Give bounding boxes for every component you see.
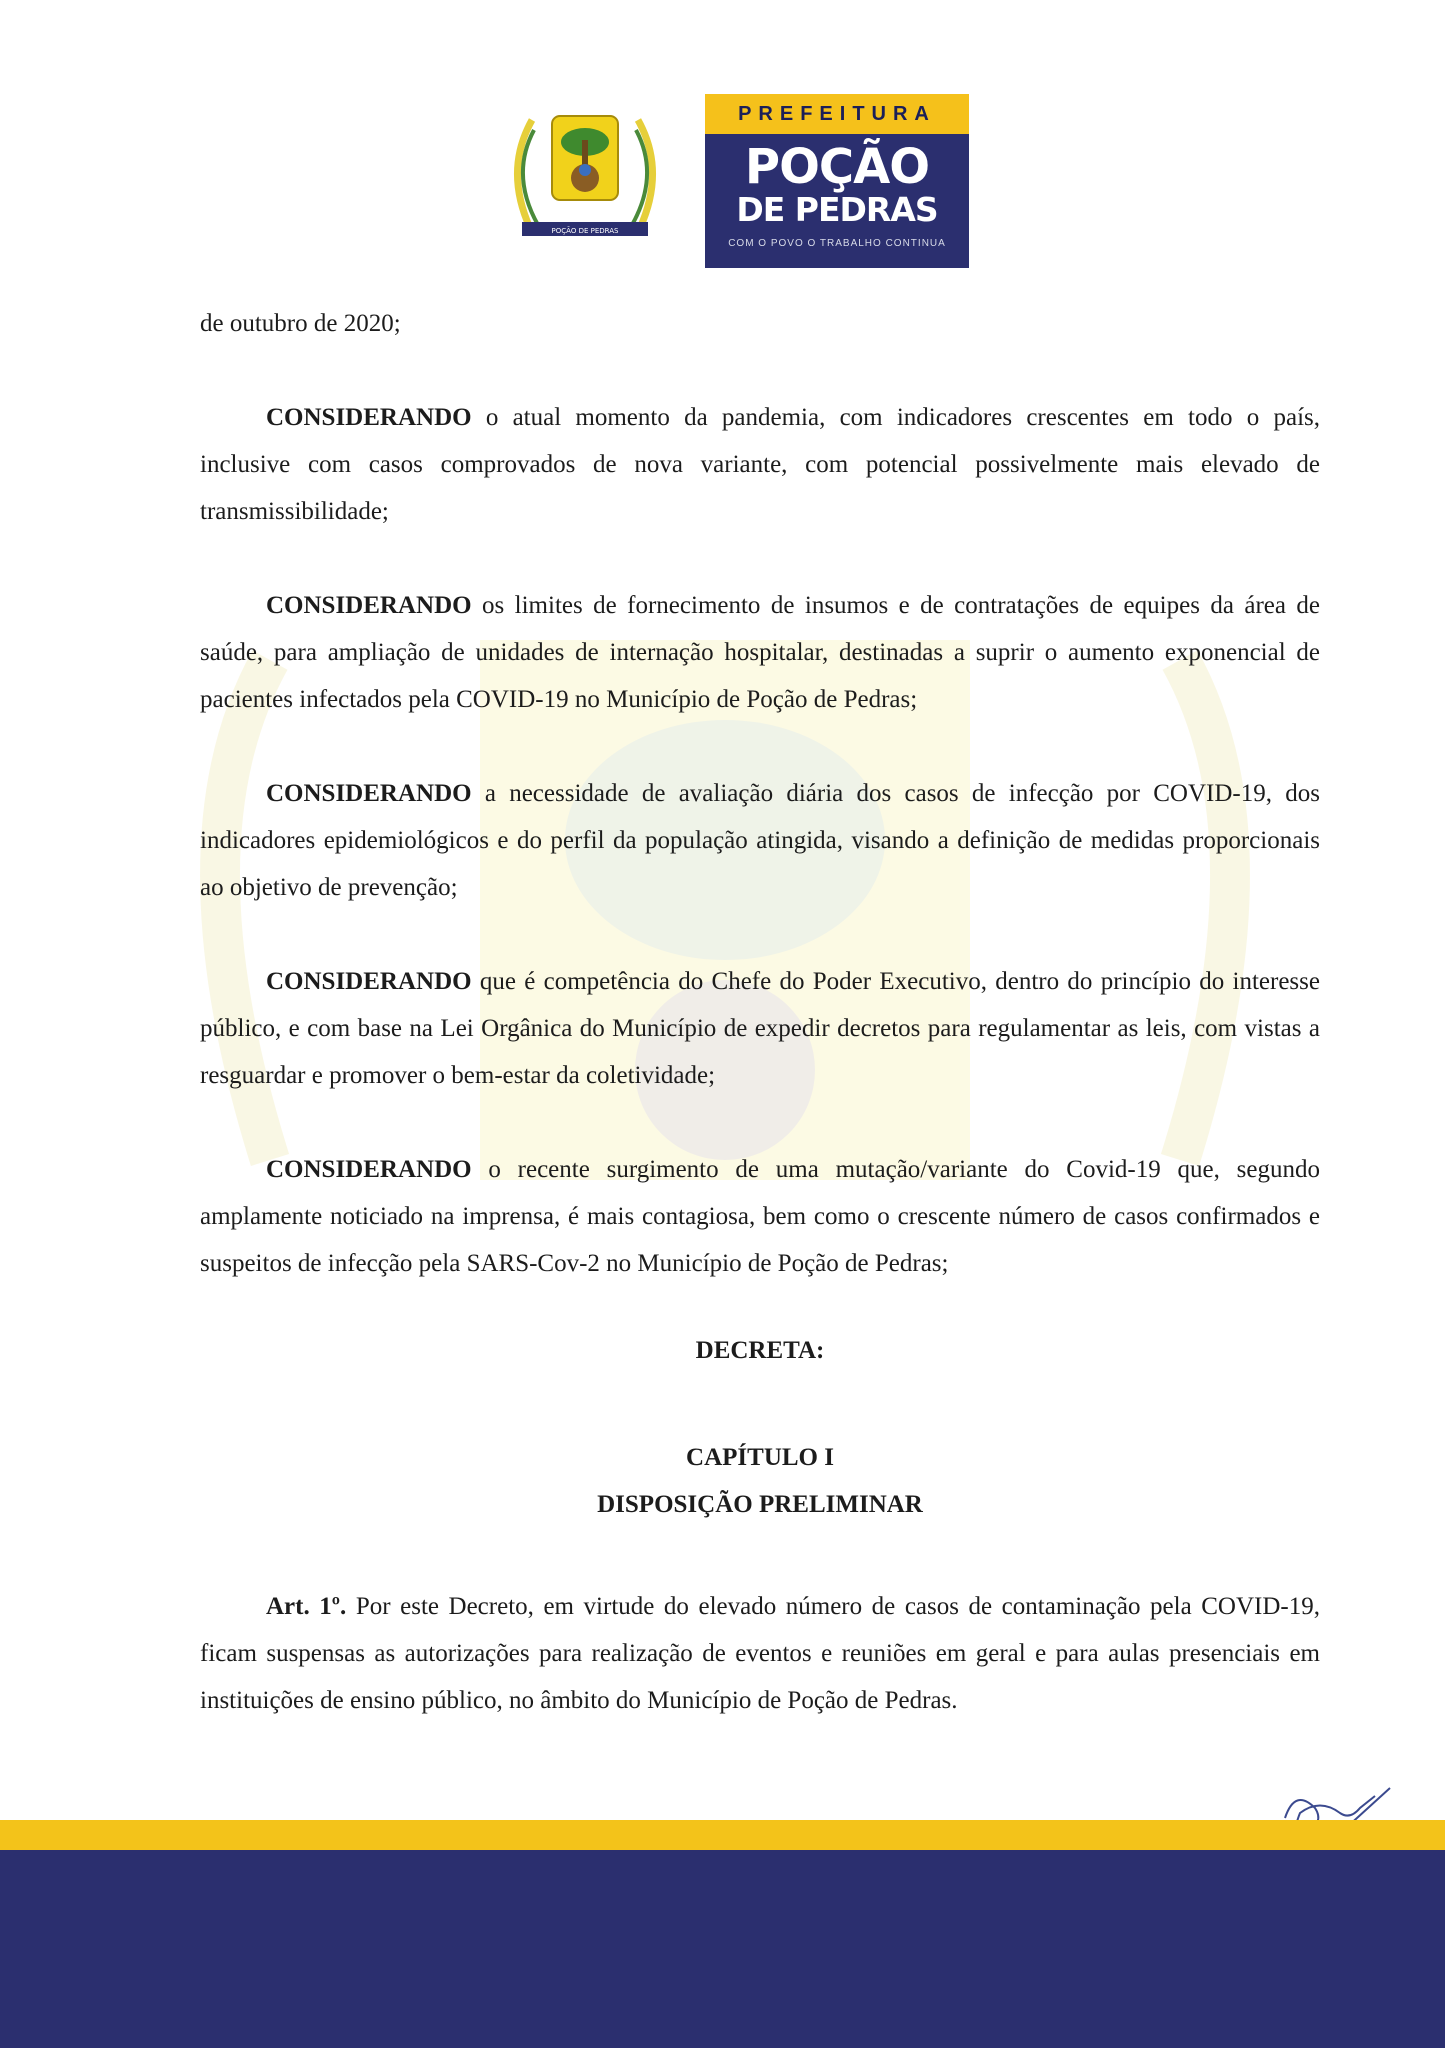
footer-yellow-band xyxy=(0,1820,1445,1850)
considerando-keyword: CONSIDERANDO xyxy=(266,968,472,995)
opening-line: de outubro de 2020; xyxy=(200,310,401,337)
considerando-paragraph xyxy=(200,1146,1320,1287)
article-label: Art. 1º. xyxy=(266,1593,347,1620)
prefeitura-logo xyxy=(705,94,969,268)
article-paragraph xyxy=(200,1583,1320,1724)
considerando-text: o recente surgimento de uma mutação/variante do Covid-19 que, segundo amplamente noticiado na imprensa, é mais contagiosa, bem como o crescente número de casos confirmados e suspeitos de infecção pela SARS-Cov-2 no Município de Poção de Pedras; xyxy=(200,1156,1320,1277)
municipal-crest-icon xyxy=(500,110,670,250)
considerando-paragraph xyxy=(200,394,1320,535)
considerando-keyword: CONSIDERANDO xyxy=(266,1156,472,1183)
considerando-paragraph xyxy=(200,582,1320,723)
considerando-paragraph xyxy=(200,770,1320,911)
considerando-paragraph xyxy=(200,958,1320,1099)
chapter-subtitle: DISPOSIÇÃO PRELIMINAR xyxy=(597,1491,923,1518)
document-header xyxy=(500,88,980,268)
logo-tagline: COM O POVO O TRABALHO CONTINUA xyxy=(728,238,946,249)
considerando-keyword: CONSIDERANDO xyxy=(266,404,472,431)
considerando-keyword: CONSIDERANDO xyxy=(266,592,472,619)
considerando-keyword: CONSIDERANDO xyxy=(266,780,472,807)
considerando-text: que é competência do Chefe do Poder Executivo, dentro do princípio do interesse público, e com base na Lei Orgânica do Município de expedir decretos para regulamentar as leis, com vistas a resguardar e promover o bem-estar da coletividade; xyxy=(200,968,1320,1089)
considerando-text: os limites de fornecimento de insumos e de contratações de equipes da área de saúde, para ampliação de unidades de internação hospitalar, destinadas a suprir o aumento exponencial de pacientes infectados pela COVID-19 no Município de Poção de Pedras; xyxy=(200,592,1320,713)
logo-top-text: PREFEITURA xyxy=(705,94,969,134)
chapter-title: CAPÍTULO I xyxy=(686,1444,834,1471)
decreta-heading: DECRETA: xyxy=(695,1337,825,1364)
logo-main-text: POÇÃO xyxy=(744,139,930,195)
logo-sub-text: DE PEDRAS xyxy=(736,190,938,229)
article-text: Por este Decreto, em virtude do elevado número de casos de contaminação pela COVID-19, ficam suspensas as autorizações para realização de eventos e reuniões em geral e para aulas presenciais em instituições de ensino público, no âmbito do Município de Poção de Pedras. xyxy=(200,1593,1320,1714)
crest-label: POÇÃO DE PEDRAS xyxy=(551,227,619,235)
considerando-text: o atual momento da pandemia, com indicadores crescentes em todo o país, inclusive com casos comprovados de nova variante, com potencial possivelmente mais elevado de transmissibilidade; xyxy=(200,404,1320,525)
footer-navy-band xyxy=(0,1850,1445,2048)
decree-body xyxy=(200,300,1320,1724)
considerando-text: a necessidade de avaliação diária dos casos de infecção por COVID-19, dos indicadores epidemiológicos e do perfil da população atingida, visando a definição de medidas proporcionais ao objetivo de prevenção; xyxy=(200,780,1320,901)
